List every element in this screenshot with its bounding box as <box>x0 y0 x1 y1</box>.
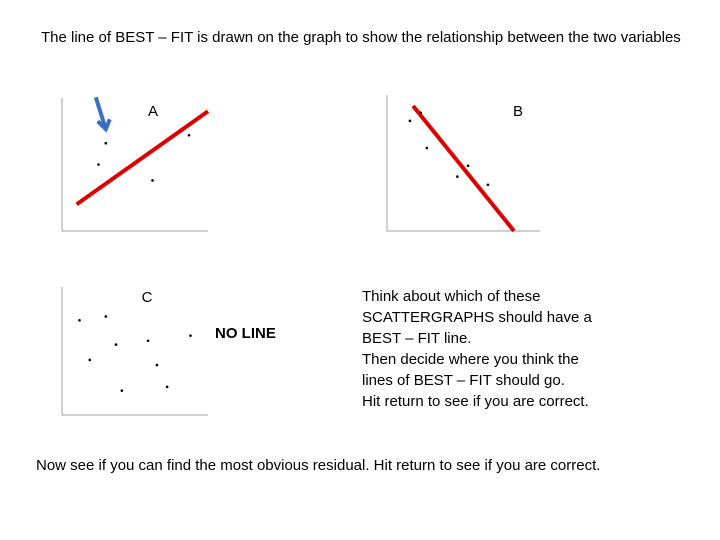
panel-b-best-fit-line <box>413 106 514 231</box>
panel-b-point <box>456 175 459 178</box>
panel-a-point <box>151 179 154 182</box>
instruction-line: Then decide where you think the <box>362 351 579 368</box>
panel-b-label: B <box>512 103 524 120</box>
panel-a-point <box>105 142 108 145</box>
panel-b-point <box>487 183 490 186</box>
panel-b-point <box>467 164 470 167</box>
panel-a-point <box>188 134 191 137</box>
residual-arrow-icon <box>96 97 110 129</box>
instruction-line: BEST – FIT line. <box>362 330 472 347</box>
panel-c-point <box>115 343 118 346</box>
panel-b-point <box>419 111 422 114</box>
panel-c-point <box>147 339 150 342</box>
footer-text: Now see if you can find the most obvious residual. Hit return to see if you are correct. <box>36 457 601 474</box>
instruction-line: SCATTERGRAPHS should have a <box>362 309 592 326</box>
panel-c-point <box>166 386 169 389</box>
panel-c-point <box>121 389 124 392</box>
intro-text: The line of BEST – FIT is drawn on the graph to show the relationship between the two variables <box>41 29 681 46</box>
panel-a-point <box>97 163 100 166</box>
panel-c-point <box>88 359 91 362</box>
instructions-text <box>362 286 662 412</box>
no-line-label: NO LINE <box>215 325 276 342</box>
panel-c-point <box>105 315 108 318</box>
panel-c-label: C <box>141 289 153 306</box>
panel-a-label: A <box>147 103 159 120</box>
panel-c-point <box>78 319 81 322</box>
panel-c-point <box>156 364 159 367</box>
panel-b-point <box>425 147 428 150</box>
panel-c-point <box>189 334 192 337</box>
instruction-line: Hit return to see if you are correct. <box>362 393 589 410</box>
panel-b-point <box>409 120 412 123</box>
panel-a-best-fit-line <box>77 111 208 204</box>
instruction-line: lines of BEST – FIT should go. <box>362 372 565 389</box>
instruction-line: Think about which of these <box>362 288 541 305</box>
